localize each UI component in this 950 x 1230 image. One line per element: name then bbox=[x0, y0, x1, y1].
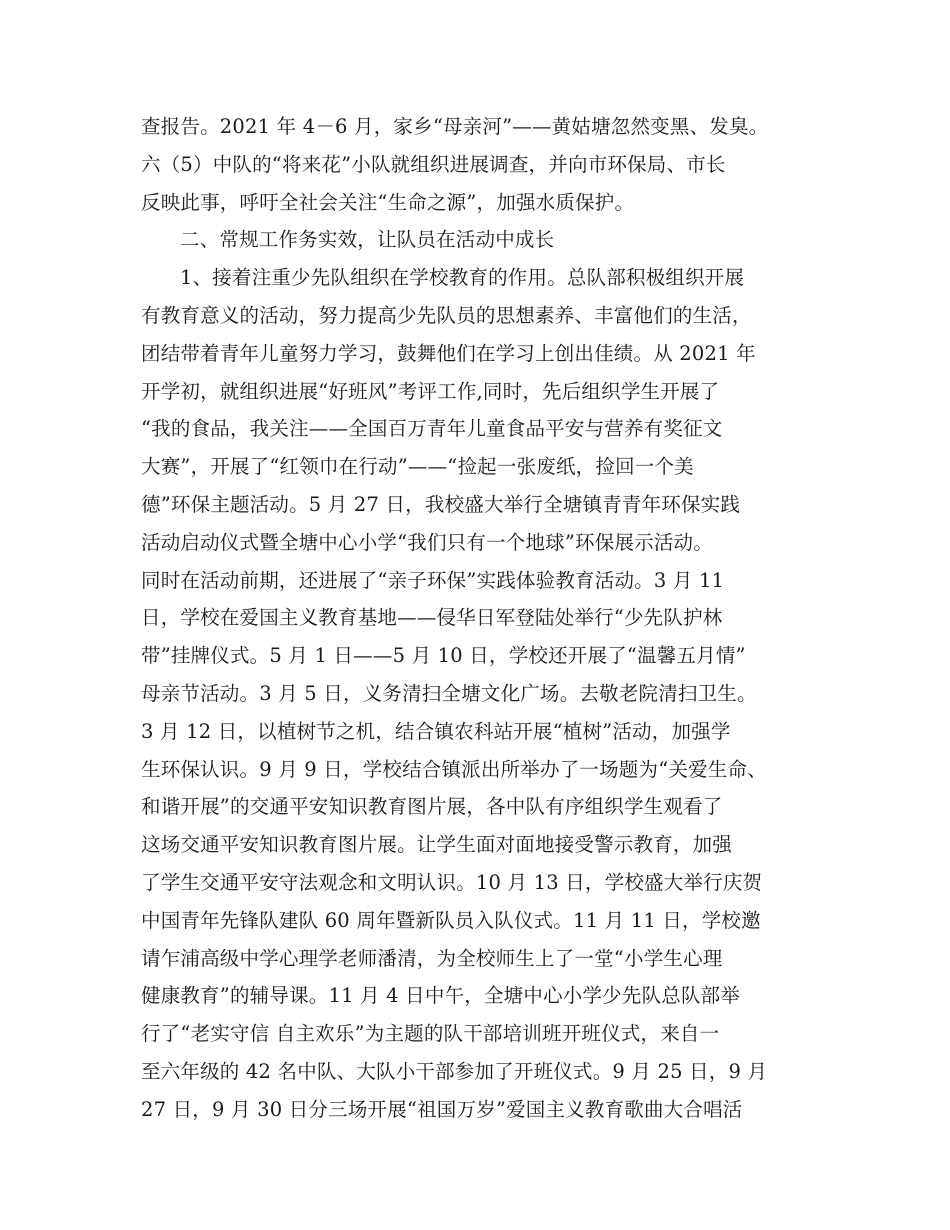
text-line: 团结带着青年儿童努力学习，鼓舞他们在学习上创出佳绩。从 2021 年 bbox=[141, 341, 756, 365]
text-line: 母亲节活动。3 月 5 日，义务清扫全塘文化广场。去敬老院清扫卫生。 bbox=[141, 681, 757, 705]
text-line: 反映此事，呼吁全社会关注“生命之源”，加强水质保护。 bbox=[141, 190, 635, 214]
text-line: 二、常规工作务实效，让队员在活动中成长 bbox=[180, 228, 555, 252]
text-line: 健康教育”的辅导课。11 月 4 日中午，全塘中心小学少先队总队部举 bbox=[141, 984, 741, 1008]
text-line: “我的食品，我关注——全国百万青年儿童食品平安与营养有奖征文 bbox=[141, 417, 723, 441]
text-line: 日，学校在爱国主义教育基地——侵华日军登陆处举行“少先队护林 bbox=[141, 606, 723, 630]
text-line: 带”挂牌仪式。5 月 1 日——5 月 10 日，学校还开展了“温馨五月情” bbox=[141, 644, 746, 668]
text-line: 和谐开展”的交通平安知识教育图片展，各中队有序组织学生观看了 bbox=[141, 795, 723, 819]
text-line: 同时在活动前期，还进展了“亲子环保”实践体验教育活动。3 月 11 bbox=[141, 568, 725, 592]
text-line: 请乍浦高级中学心理学老师潘清，为全校师生上了一堂“小学生心理 bbox=[141, 946, 723, 970]
body-text bbox=[141, 108, 821, 1129]
text-line: 27 日，9 月 30 日分三场开展“祖国万岁”爱国主义教育歌曲大合唱活 bbox=[141, 1097, 743, 1121]
text-line: 生环保认识。9 月 9 日，学校结合镇派出所举办了一场题为“关爱生命、 bbox=[141, 757, 767, 781]
text-line: 大赛”，开展了“红领巾在行动”——“捡起一张废纸，捡回一个美 bbox=[141, 455, 694, 479]
text-line: 开学初，就组织进展“好班风”考评工作,同时，先后组织学生开展了 bbox=[141, 379, 720, 403]
text-line: 有教育意义的活动，努力提高少先队员的思想素养、丰富他们的生活， bbox=[141, 303, 752, 327]
text-line: 六（5）中队的“将来花”小队就组织进展调查，并向市环保局、市长 bbox=[141, 152, 726, 176]
text-line: 行了“老实守信 自主欢乐”为主题的队干部培训班开班仪式，来自一 bbox=[141, 1022, 720, 1046]
text-line: 中国青年先锋队建队 60 周年暨新队员入队仪式。11 月 11 日，学校邀 bbox=[141, 908, 761, 932]
text-line: 1、接着注重少先队组织在学校教育的作用。总队部积极组织开展 bbox=[180, 266, 745, 290]
text-line: 这场交通平安知识教育图片展。让学生面对面地接受警示教育，加强 bbox=[141, 833, 733, 857]
text-line: 3 月 12 日，以植树节之机，结合镇农科站开展“植树”活动，加强学 bbox=[141, 719, 731, 743]
text-line: 至六年级的 42 名中队、大队小干部参加了开班仪式。9 月 25 日，9 月 bbox=[141, 1059, 768, 1083]
text-line: 查报告。2021 年 4－6 月，家乡“母亲河”——黄姑塘忽然变黑、发臭。 bbox=[141, 115, 769, 138]
text-line: 活动启动仪式暨全塘中心小学“我们只有一个地球”环保展示活动。 bbox=[141, 530, 713, 554]
text-line: 了学生交通平安守法观念和文明认识。10 月 13 日，学校盛大举行庆贺 bbox=[141, 870, 763, 894]
text-line: 德”环保主题活动。5 月 27 日，我校盛大举行全塘镇青青年环保实践 bbox=[141, 492, 741, 516]
